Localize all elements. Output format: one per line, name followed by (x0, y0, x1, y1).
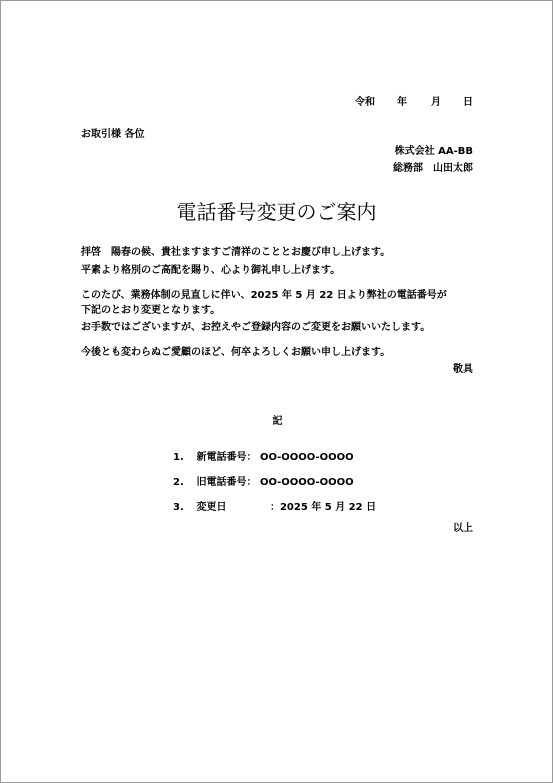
body-main-3: お手数ではございますが、お控えやご登録内容のご変更をお願いいたします。 (81, 322, 431, 333)
item-number: 2. (173, 477, 184, 488)
ijou: 以上 (453, 523, 473, 534)
item-number: 3. (173, 502, 184, 513)
list-item (173, 451, 354, 465)
item-value: ：2025 年 5 月 22 日 (269, 502, 377, 513)
item-value: OO-OOOO-OOOO (259, 452, 354, 463)
date-month: 月 (431, 97, 441, 108)
body-greeting-2: 平素より格別のご高配を賜り、心より御礼申し上げます。 (81, 265, 341, 276)
body-main-1: このたび、業務体制の見直しに伴い、2025 年 5 月 22 日より弊社の電話番号が (81, 290, 447, 301)
item-value: OO-OOOO-OOOO (259, 477, 354, 488)
date-era: 令和 (355, 97, 375, 108)
document-title: 電話番号変更のご案内 (176, 200, 377, 224)
item-label: 新電話番号： (196, 452, 257, 463)
keigu: 敬具 (453, 364, 473, 375)
ki-heading: 記 (272, 416, 283, 427)
sender-company: 株式会社 AA-BB (394, 146, 473, 157)
body-main-2: 下記のとおり変更となります。 (81, 305, 221, 316)
item-label: 変更日 (196, 502, 227, 513)
sender-person: 総務部 山田太郎 (393, 163, 473, 174)
list-item (173, 501, 376, 515)
list-item (173, 476, 354, 490)
date-year: 年 (397, 97, 407, 108)
document-date (355, 96, 473, 110)
body-greeting-1: 拝啓 陽春の候、貴社ますますご清祥のこととお慶び申し上げます。 (81, 247, 391, 258)
body-closing: 今後とも変わらぬご愛顧のほど、何卒よろしくお願い申し上げます。 (81, 347, 391, 358)
addressee: お取引様 各位 (81, 129, 145, 140)
date-day: 日 (463, 97, 473, 108)
item-number: 1. (173, 452, 184, 463)
item-label: 旧電話番号： (196, 477, 257, 488)
